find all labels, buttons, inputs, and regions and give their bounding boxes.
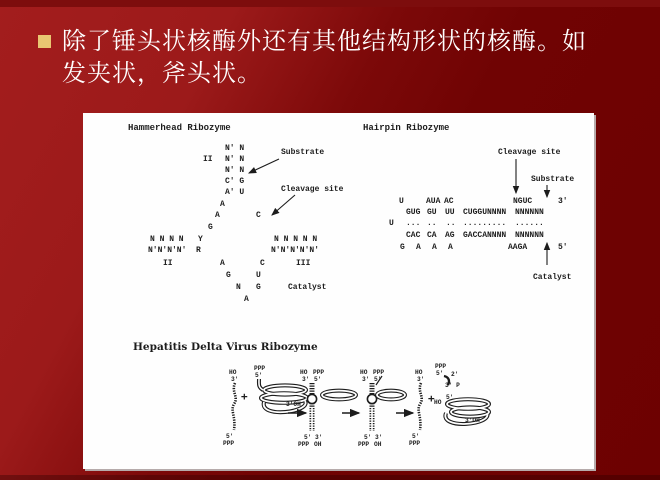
hh-core-n: N — [236, 283, 241, 292]
hdv-substrate-strand-1 — [223, 369, 238, 447]
hdv-s4-bottom4: OH — [374, 441, 382, 448]
hp-row2-token: GU — [427, 208, 437, 217]
hdv-diagram — [133, 341, 489, 448]
hdv-s3-top4: 5' — [314, 376, 322, 383]
hdv-s1-strand-path — [233, 383, 236, 430]
hdv-s3-top3: 3' — [302, 376, 310, 383]
hp-row5-token: A — [448, 243, 453, 252]
hp-substrate-label: Substrate — [531, 175, 575, 184]
hp-row1-token: NGUC — [513, 197, 533, 206]
hdv-s4-top4: 5' — [374, 376, 382, 383]
hp-row1-token: AUA — [426, 197, 441, 206]
hp-row2-token: GUG — [406, 208, 421, 217]
hh-stack-row: C' G — [225, 177, 245, 186]
hh-substrate-label: Substrate — [281, 148, 325, 157]
hdv-s4-top2: PPP — [373, 369, 385, 376]
hdv-s2-oh: 3'OH — [286, 401, 301, 408]
hdv-s2-tail: PPP — [254, 365, 266, 372]
hp-row2-token: NNNNNN — [515, 208, 544, 217]
hp-row3-token: ......... — [463, 219, 507, 228]
hdv-s1-top2: 3' — [231, 376, 239, 383]
hairpin-diagram — [363, 123, 574, 282]
hdv-substrate-strand-2 — [409, 369, 424, 447]
hh-stem2-bottom-label: II — [163, 259, 173, 268]
hh-core-a2: A — [244, 295, 249, 304]
hdv-complex-2 — [358, 369, 405, 448]
bottom-shade-strip — [0, 475, 660, 480]
hh-pair-right-bottom: N'N'N'N'N' — [271, 246, 320, 255]
hh-cleavage-label: Cleavage site — [281, 185, 344, 194]
hdv-s6-tail4: 3' P — [445, 382, 460, 389]
hp-row4-token: AG — [445, 231, 455, 240]
hdv-s5-top: HO — [415, 369, 423, 376]
hdv-plus-1: + — [241, 390, 248, 403]
hdv-s4-bottom2: 3' — [375, 434, 383, 441]
hdv-title: Hepatitis Delta Virus Ribozyme — [133, 341, 318, 353]
hp-catalyst-label: Catalyst — [533, 273, 572, 282]
hdv-ribozyme-released — [434, 363, 489, 424]
hp-row3-token: U — [389, 219, 394, 228]
hh-stack-row: N' N — [225, 166, 245, 175]
hdv-s3-top2: PPP — [313, 369, 325, 376]
hh-core-a: A — [220, 259, 225, 268]
hh-stem2-top-label: II — [203, 155, 213, 164]
hammerhead-title: Hammerhead Ribozyme — [128, 123, 231, 133]
hh-pair-left-bottom-end: R — [196, 246, 201, 255]
hp-row5-token: A — [432, 243, 437, 252]
hh-core-u: U — [256, 271, 261, 280]
hdv-plus-2: + — [428, 392, 435, 405]
hdv-s1-bottom2: PPP — [223, 440, 235, 447]
hh-loop-a2: A — [215, 211, 220, 220]
hp-row3-token: .. — [427, 219, 437, 228]
hh-pair-left-top-end: Y — [198, 235, 203, 244]
hh-pair-left-bottom: N'N'N'N' — [148, 246, 187, 255]
hh-stack-row: A' U — [225, 188, 245, 197]
slide-title-line1: 除了锤头状核酶外还有其他结构形状的核酶。如 — [62, 28, 587, 55]
hdv-s4-bottom: 5' — [364, 434, 372, 441]
hp-row2-token: CUGGUNNNN — [463, 208, 507, 217]
hh-core-g1: G — [226, 271, 231, 280]
hdv-s6-oh: 3'OH — [465, 417, 480, 424]
hh-stack-row: N' N — [225, 144, 245, 153]
hp-row3-token: ...... — [515, 219, 544, 228]
hh-core-c: C — [260, 259, 265, 268]
slide-title-line2: 发夹状，斧头状。 — [62, 60, 262, 87]
hp-row2-token: UU — [445, 208, 455, 217]
hdv-s6-tail: PPP — [435, 363, 447, 370]
ribozyme-figure-panel — [83, 113, 594, 469]
hh-pair-right-top: N N N N N — [274, 235, 318, 244]
hdv-s5-strand-path — [419, 383, 422, 430]
hdv-s6-tail2: 5' — [436, 370, 444, 377]
hp-row5-token: 5' — [558, 243, 568, 252]
hdv-s1-bottom: 5' — [226, 433, 234, 440]
hp-row1-token: 3' — [558, 197, 568, 206]
hh-loop-a1: A — [220, 200, 225, 209]
hh-stem3-label: III — [296, 259, 311, 268]
hdv-s3-bottom3: PPP — [298, 441, 310, 448]
hdv-s3-junction — [307, 394, 316, 403]
hdv-s3-bottom: 5' — [304, 434, 312, 441]
hp-row4-token: CA — [427, 231, 437, 240]
hh-loop-g: G — [208, 223, 213, 232]
hammerhead-diagram — [128, 123, 344, 304]
ribozyme-figure-svg — [83, 113, 594, 469]
hh-core-g2: G — [256, 283, 261, 292]
hp-row4-token: GACCANNNN — [463, 231, 507, 240]
hp-row1-token: U — [399, 197, 404, 206]
hdv-s6-five: 5' — [446, 394, 454, 401]
hp-row1-token: AC — [444, 197, 454, 206]
hp-row3-token: .. — [446, 219, 456, 228]
hdv-s3-bottom2: 3' — [315, 434, 323, 441]
hairpin-title: Hairpin Ribozyme — [363, 123, 450, 133]
hdv-s5-top2: 3' — [417, 376, 425, 383]
hp-row4-token: NNNNNN — [515, 231, 544, 240]
hh-loop-c: C — [256, 211, 261, 220]
hh-catalyst-label: Catalyst — [288, 283, 327, 292]
hp-row4-token: CAC — [406, 231, 421, 240]
hp-row5-token: AAGA — [508, 243, 528, 252]
hdv-s2-tail2: 5' — [255, 372, 263, 379]
hdv-s6-ho: HO — [434, 399, 442, 406]
hp-cleavage-label: Cleavage site — [498, 148, 561, 157]
hp-row5-token: A — [416, 243, 421, 252]
bullet-marker — [38, 35, 51, 48]
slide-title — [62, 26, 587, 90]
hdv-s3-bottom4: OH — [314, 441, 322, 448]
hh-cleavage-arrow — [272, 195, 295, 215]
hdv-s6-tail3: 2' — [451, 371, 459, 378]
top-accent-strip — [0, 0, 660, 7]
hh-substrate-arrow — [249, 159, 279, 173]
hdv-s5-bottom: 5' — [412, 433, 420, 440]
hp-row3-token: ... — [406, 219, 421, 228]
hdv-complex-1 — [298, 369, 356, 448]
hp-row5-token: G — [400, 243, 405, 252]
hdv-s1-top: HO — [229, 369, 237, 376]
hdv-s4-top3: 3' — [362, 376, 370, 383]
hh-stack-row: N' N — [225, 155, 245, 164]
hdv-s4-bottom3: PPP — [358, 441, 370, 448]
hdv-s4-top: HO — [360, 369, 368, 376]
hh-pair-left-top: N N N N — [150, 235, 184, 244]
hdv-s5-bottom2: PPP — [409, 440, 421, 447]
hdv-s3-top: HO — [300, 369, 308, 376]
bullet-row — [38, 26, 628, 90]
